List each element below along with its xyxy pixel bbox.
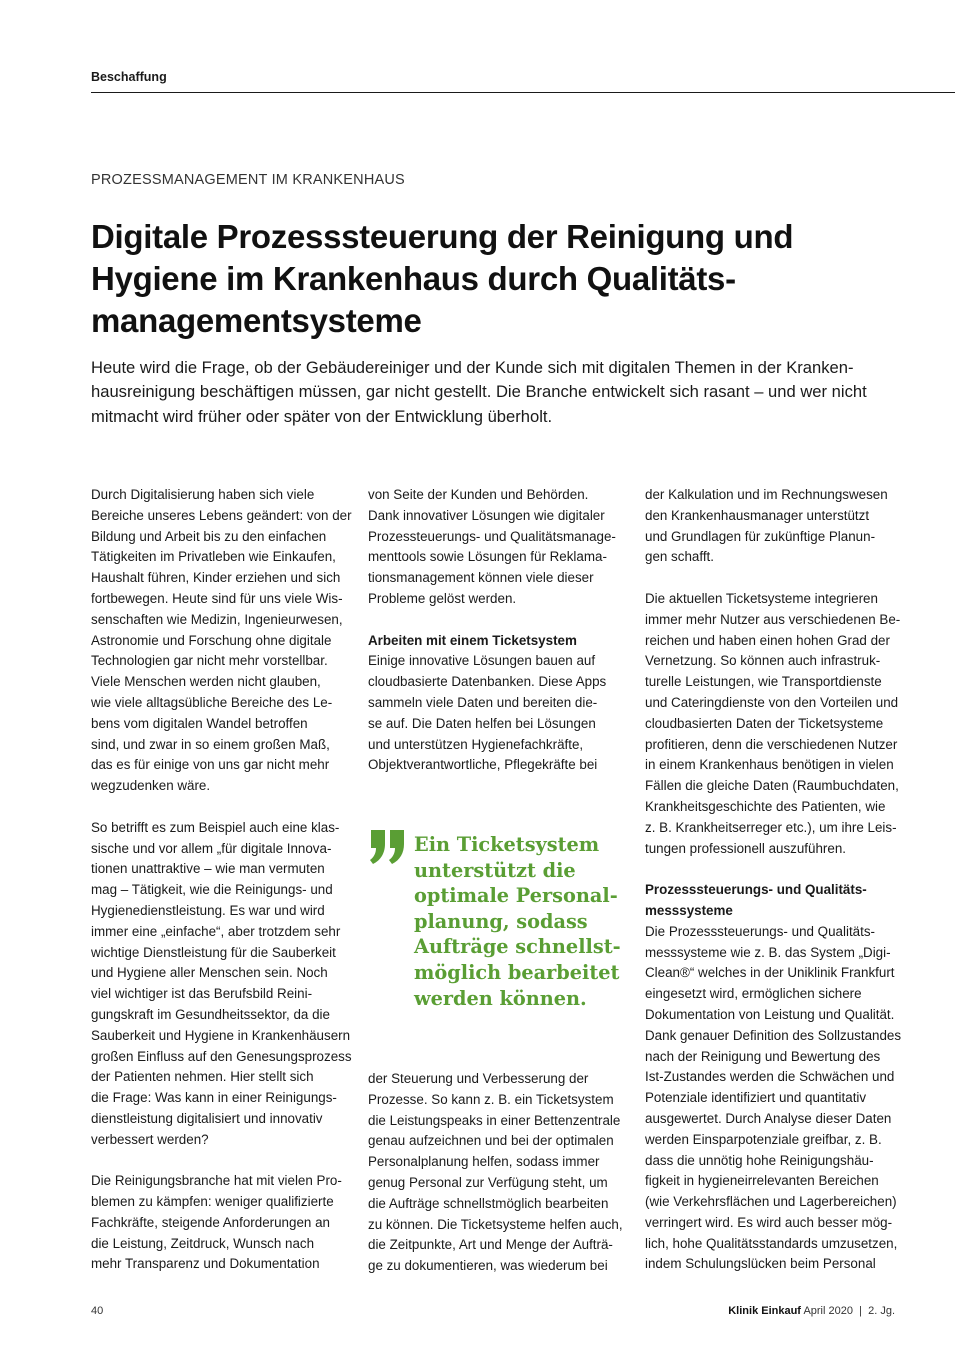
- title-line: Hygiene im Krankenhaus durch Qualitäts-: [91, 260, 736, 297]
- text-line: Probleme gelöst werden.: [368, 590, 517, 606]
- paragraph: [91, 818, 352, 1151]
- text-line: der Patienten nehmen. Hier stellt sich: [91, 1069, 314, 1085]
- text-line: und Grundlagen für zukünftige Planun-: [645, 528, 876, 544]
- quote-line: möglich bearbeitet: [414, 960, 620, 984]
- text-line: Viele Menschen werden nicht glauben,: [91, 674, 321, 690]
- text-line: und Hygiene aller Menschen sein. Noch: [91, 965, 328, 981]
- subheading-line: messsysteme: [645, 902, 733, 918]
- text-line: tionsmanagement können viele dieser: [368, 570, 594, 586]
- text-line: Dank innovativer Lösungen wie digitaler: [368, 507, 605, 523]
- lead-line: hausreinigung beschäftigen müssen, gar nicht gestellt. Die Branche entwickelt sich rasant – und wer nicht: [91, 382, 867, 402]
- text-line: profitieren, denn die verschiedenen Nutzer: [645, 736, 898, 752]
- text-line: Ist-Zustandes werden die Schwächen und: [645, 1069, 895, 1085]
- text-line: genau aufzeichnen und bei der optimalen: [368, 1133, 614, 1149]
- paragraph: [91, 1171, 343, 1275]
- text-line: ausgewertet. Durch Analyse dieser Daten: [645, 1110, 892, 1126]
- text-line: Technologien gar nicht mehr vorstellbar.: [91, 653, 328, 669]
- text-line: Fällen die gleiche Daten (Raumbuchdaten,: [645, 778, 899, 794]
- text-line: fortbewegen. Heute sind für uns viele Wis-: [91, 590, 343, 606]
- article-lead: [91, 356, 911, 429]
- paragraph: [645, 485, 897, 568]
- text-line: Personalplanung helfen, sodass immer: [368, 1154, 600, 1170]
- text-line: die Zeitpunkte, Art und Menge der Aufträ-: [368, 1237, 613, 1253]
- quote-line: Ein Ticketsystem: [414, 833, 600, 856]
- text-line: z. B. Krankheitserreger etc.), um ihre Leis-: [645, 819, 897, 835]
- subheading: Arbeiten mit einem Ticketsystem: [368, 632, 577, 648]
- text-line: den Krankenhausmanager unterstützt: [645, 507, 870, 523]
- text-line: Krankheitsgeschichte des Patienten, wie: [645, 798, 886, 814]
- text-line: Dokumentation von Leistung und Qualität.: [645, 1006, 895, 1022]
- text-line: das es für einige von uns gar nicht mehr: [91, 757, 330, 773]
- text-line: nach der Reinigung und Bewertung des: [645, 1048, 881, 1064]
- quote-line: planung, sodass: [414, 909, 588, 933]
- text-line: von Seite der Kunden und Behörden.: [368, 487, 589, 502]
- paragraph: [645, 922, 902, 1276]
- text-line: eingesetzt wird, ermöglichen sichere: [645, 986, 862, 1002]
- text-line: gen schafft.: [645, 549, 714, 565]
- text-line: bens vom digitalen Wandel betroffen: [91, 715, 308, 731]
- quotation-mark-icon: [368, 830, 408, 864]
- text-line: in einem Krankenhaus benötigen in vielen: [645, 757, 894, 773]
- paragraph: [368, 485, 620, 610]
- text-line: messsysteme wie z. B. das System „Digi-: [645, 944, 891, 960]
- text-line: der Steuerung und Verbesserung der: [368, 1071, 589, 1086]
- text-line: immer mehr Nutzer aus verschiedenen Be-: [645, 611, 901, 627]
- text-line: (wie Verkehrsflächen und Lagerbereichen): [645, 1194, 897, 1210]
- text-line: immer eine „einfache“, aber trotzdem sehr: [91, 923, 341, 939]
- text-line: Vernetzung. So können auch infrastruk-: [645, 653, 881, 669]
- text-line: der Kalkulation und im Rechnungswesen: [645, 487, 888, 502]
- text-line: sische und vor allem „für digitale Innova-: [91, 840, 332, 856]
- footer-separator: |: [859, 1305, 862, 1317]
- text-line: werden Einsparpotenziale greifbar, z. B.: [645, 1131, 882, 1147]
- text-line: cloudbasierte Datenbanken. Diese Apps: [368, 674, 607, 690]
- quote-line: unterstützt die: [414, 858, 576, 882]
- text-line: die Leistungspeaks in einer Bettenzentrale: [368, 1112, 621, 1128]
- text-line: blemen zu kämpfen: weniger qualifizierte: [91, 1194, 334, 1210]
- text-line: Haushalt führen, Kinder erziehen und sich: [91, 570, 341, 586]
- issue-date: April 2020: [803, 1305, 853, 1317]
- text-line: Tätigkeiten im Privatleben wie Einkaufen,: [91, 549, 336, 565]
- text-line: Potenziale identifiziert und quantitativ: [645, 1090, 867, 1106]
- header-rule: [91, 92, 955, 93]
- pull-quote-text: [414, 832, 624, 1011]
- subheading-line: Prozesssteuerungs- und Qualitäts-: [645, 882, 867, 898]
- text-line: menttools sowie Lösungen für Reklama-: [368, 549, 607, 565]
- text-line: Prozessteuerungs- und Qualitätsmanage-: [368, 528, 616, 544]
- text-line: wegzudenken wäre.: [91, 778, 211, 794]
- quote-line: optimale Personal-: [414, 884, 618, 908]
- text-line: reichen und haben einen hohen Grad der: [645, 632, 890, 648]
- text-column-3: [645, 485, 902, 1296]
- lead-line: Heute wird die Frage, ob der Gebäudereiniger und der Kunde sich mit digitalen Themen in der Kranken-: [91, 358, 854, 377]
- footer-issue-info: [728, 1305, 895, 1317]
- text-line: Die aktuellen Ticketsysteme integrieren: [645, 590, 878, 606]
- text-line: indem Schulungslücken beim Personal: [645, 1256, 876, 1272]
- quote-line: Aufträge schnellst-: [414, 935, 621, 959]
- text-line: Bereiche unseres Lebens geändert: von der: [91, 507, 352, 523]
- text-line: dass die unnötig hohe Reinigungshäu-: [645, 1152, 874, 1168]
- text-line: ge zu dokumentieren, was wiederum bei: [368, 1258, 608, 1274]
- text-line: lich, hohe Qualitätsstandards umzusetzen,: [645, 1235, 898, 1251]
- text-line: und unterstützen Hygienefachkräfte,: [368, 736, 584, 752]
- text-line: dienstleistung digitalisiert und innovativ: [91, 1110, 323, 1126]
- text-line: Clean®“ welches in der Uniklinik Frankfurt: [645, 965, 895, 981]
- text-line: viel wichtiger ist das Berufsbild Reini-: [91, 986, 313, 1002]
- text-line: die Leistung, Zeitdruck, Wunsch nach: [91, 1235, 315, 1251]
- text-line: wie viele alltagsübliche Bereiche des Le-: [91, 694, 333, 710]
- text-line: verbessert werden?: [91, 1131, 209, 1147]
- paragraph: [368, 651, 620, 776]
- text-line: mehr Transparenz und Dokumentation: [91, 1256, 320, 1272]
- title-line: managementsysteme: [91, 302, 422, 339]
- text-line: die Frage: Was kann in einer Reinigungs-: [91, 1090, 337, 1106]
- text-line: tionen unattraktive – wie man vermuten: [91, 861, 325, 877]
- text-line: verringert wird. Es wird auch besser mög-: [645, 1214, 893, 1230]
- text-line: se auf. Die Daten helfen bei Lösungen: [368, 715, 596, 731]
- quote-line: werden können.: [414, 986, 587, 1010]
- text-line: Sauberkeit und Hygiene in Krankenhäusern: [91, 1027, 351, 1043]
- text-line: senschaften wie Medizin, Ingenieurwesen,: [91, 611, 343, 627]
- lead-line: mitmacht wird früher oder später von der Entwicklung überholt.: [91, 406, 553, 426]
- paragraph: [645, 589, 901, 859]
- text-column-1: [91, 485, 352, 1296]
- text-line: Die Reinigungsbranche hat mit vielen Pro-: [91, 1173, 342, 1189]
- text-line: Fachkräfte, steigende Anforderungen an: [91, 1214, 330, 1230]
- text-line: Hygienedienstleistung. Es war und wird: [91, 902, 325, 918]
- text-line: turelle Leistungen, wie Transportdienste: [645, 674, 882, 690]
- paragraph: [368, 1069, 623, 1277]
- text-line: Einige innovative Lösungen bauen auf: [368, 653, 596, 669]
- pull-quote: [368, 832, 620, 1022]
- magazine-name: Klinik Einkauf: [728, 1305, 801, 1317]
- text-line: gungskraft im Gesundheitssektor, da die: [91, 1006, 330, 1022]
- text-line: Die Prozesssteuerungs- und Qualitäts-: [645, 923, 875, 939]
- text-column-2: [368, 485, 620, 797]
- text-line: So betrifft es zum Beispiel auch eine klas-: [91, 819, 340, 835]
- text-line: Dank genauer Definition des Sollzustandes: [645, 1027, 902, 1043]
- section-label: Beschaffung: [91, 70, 167, 84]
- text-line: zu können. Die Ticketsysteme helfen auch,: [368, 1216, 623, 1232]
- text-line: großen Einfluss auf den Genesungsprozess: [91, 1048, 352, 1064]
- text-line: genug Personal zur Verfügung steht, um: [368, 1174, 608, 1190]
- article-title: [91, 216, 871, 342]
- text-line: tungen professionell auszuführen.: [645, 840, 846, 856]
- text-line: sind, und zwar in so einem großen Maß,: [91, 736, 330, 752]
- article-kicker: PROZESSMANAGEMENT IM KRANKENHAUS: [91, 172, 405, 188]
- subheading: [645, 880, 897, 922]
- text-line: sammeln viele Daten und bereiten die-: [368, 694, 598, 710]
- text-line: Astronomie und Forschung ohne digitale: [91, 632, 332, 648]
- text-line: wichtige Dienstleistung für die Sauberkeit: [91, 944, 336, 960]
- text-line: Objektverantwortliche, Pflegekräfte bei: [368, 757, 598, 773]
- page-number: 40: [91, 1305, 104, 1317]
- text-column-2-continued: [368, 1069, 623, 1277]
- text-line: Prozesse. So kann z. B. ein Ticketsystem: [368, 1091, 614, 1107]
- text-line: Durch Digitalisierung haben sich viele: [91, 487, 315, 502]
- text-line: cloudbasierten Daten der Ticketsysteme: [645, 715, 884, 731]
- paragraph: [91, 485, 352, 797]
- text-line: und Cateringdienste von den Vorteilen und: [645, 694, 899, 710]
- volume: 2. Jg.: [868, 1305, 895, 1317]
- text-line: die Aufträge schnellstmöglich bearbeiten: [368, 1195, 609, 1211]
- text-line: mag – Tätigkeit, wie die Reinigungs- und: [91, 882, 333, 898]
- text-line: figkeit in hygieneirrelevanten Bereichen: [645, 1173, 879, 1189]
- title-line: Digitale Prozesssteuerung der Reinigung und: [91, 218, 794, 255]
- text-line: Bildung und Arbeit bis zu den einfachen: [91, 528, 327, 544]
